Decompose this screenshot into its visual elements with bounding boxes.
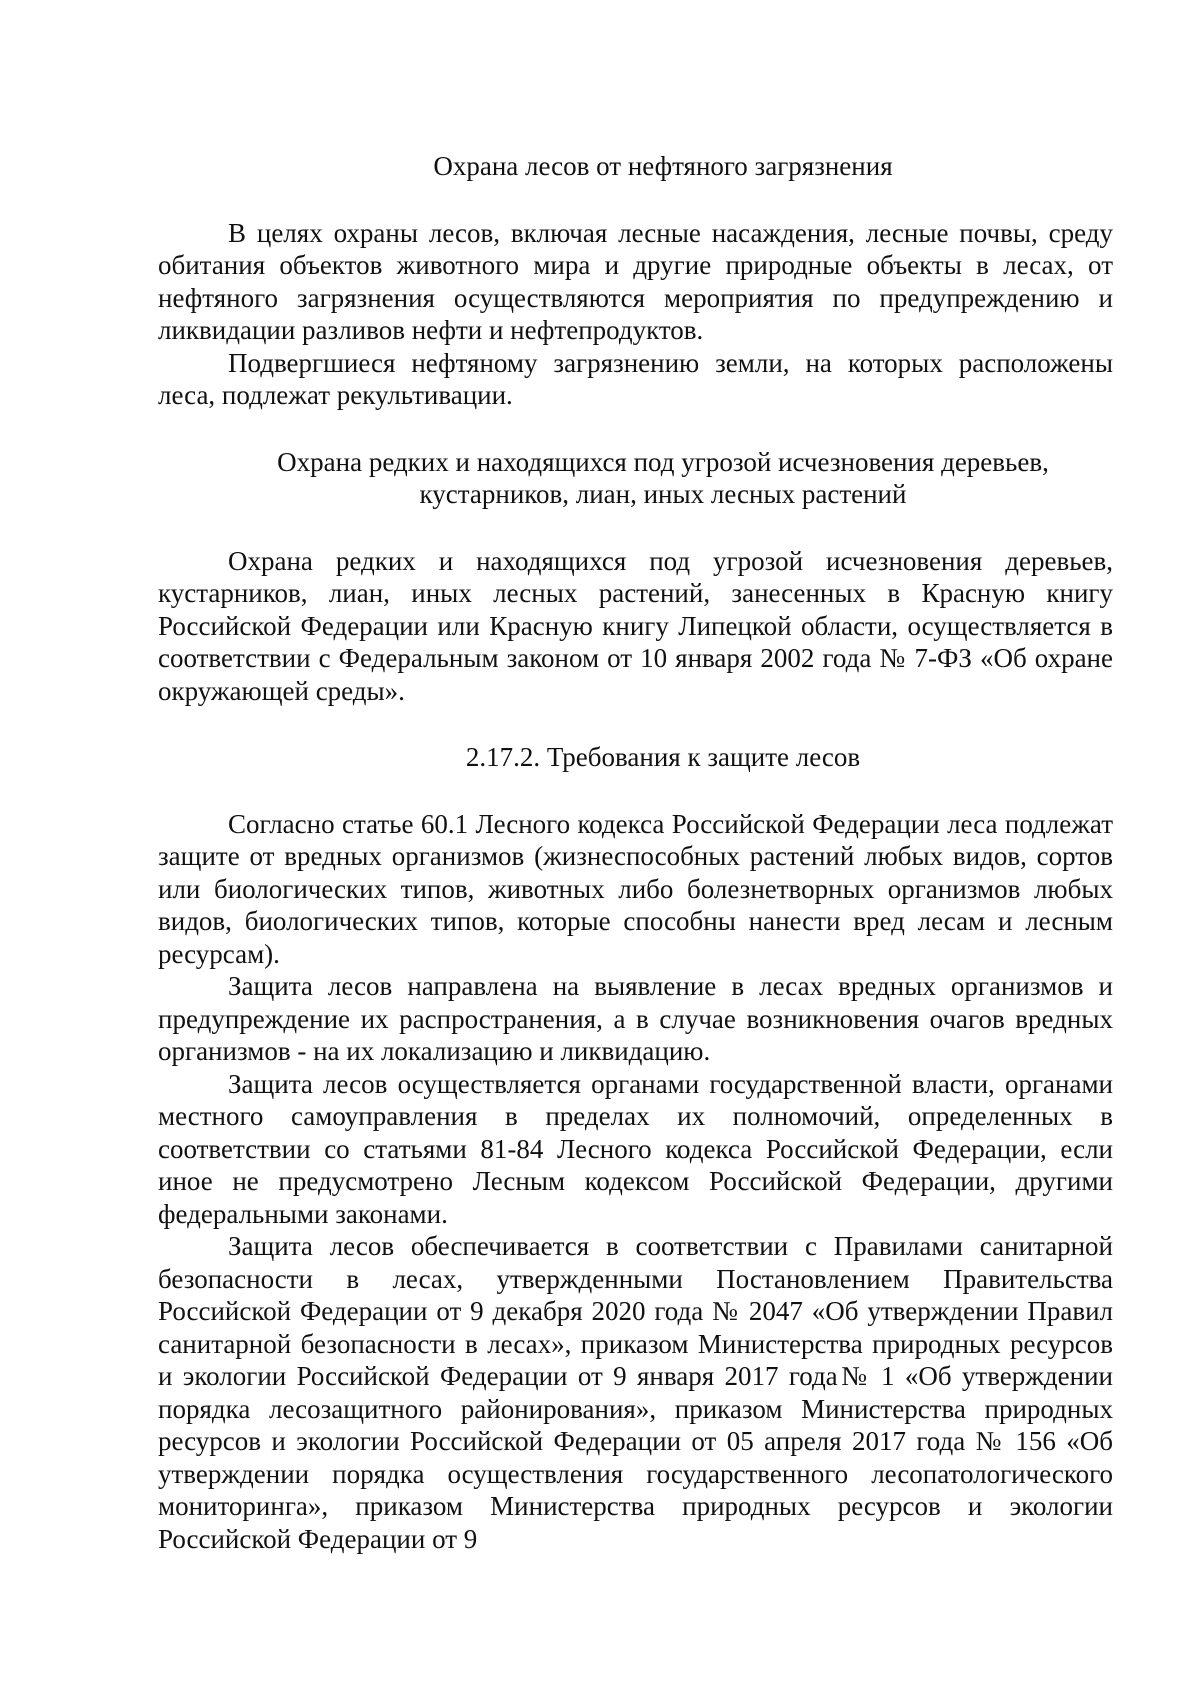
paragraph-protection-4: Защита лесов обеспечивается в соответствии с Правилами санитарной безопасности в лесах, утвержденными Постановлением Правительства Российской Федерации от 9 декабря 2020 года № 2047 «Об утверждении Правил санитарной безопасности в лесах», приказом Министерства природных ресурсов и экологии Российской Федерации от 9 января 2017 года№ 1 «Об утверждении порядка лесозащитного районирования», приказом Министерства природных ресурсов и экологии Российской Федерации от 05 апреля 2017 года № 156 «Об утверждении порядка осуществления государственного лесопатологического мониторинга», приказом Министерства природных ресурсов и экологии Российской Федерации от 9 (158, 1231, 1113, 1554)
document-body (158, 150, 1113, 1555)
paragraph-oil-1: В целях охраны лесов, включая лесные насаждения, лесные почвы, среду обитания объектов животного мира и другие природные объекты в лесах, от нефтяного загрязнения осуществляются мероприятия по предупреждению и ликвидации разливов нефти и нефтепродуктов. (158, 217, 1113, 345)
paragraph-protection-2: Защита лесов направлена на выявление в лесах вредных организмов и предупреждение их распространения, а в случае возникновения очагов вредных организмов - на их локализацию и ликвидацию. (158, 971, 1113, 1066)
heading-rare-plants-line-1: Охрана редких и находящихся под угрозой исчезновения деревьев, (277, 446, 1049, 477)
paragraph-protection-3: Защита лесов осуществляется органами государственной власти, органами местного самоуправления в пределах их полномочий, определенных в соответствии со статьями 81-84 Лесного кодекса Российской Федерации, если иное не предусмотрено Лесным кодексом Российской Федерации, другими федеральными законами. (158, 1068, 1113, 1229)
heading-rare-plants (213, 446, 1113, 511)
paragraph-protection-1: Согласно статье 60.1 Лесного кодекса Российской Федерации леса подлежат защите от вредных организмов (жизнеспособных растений любых видов, сортов или биологических типов, животных либо болезнетворных организмов любых видов, биологических типов, которые способны нанести вред лесам и лесным ресурсам). (158, 808, 1113, 969)
heading-rare-plants-line-2: кустарников, лиан, иных лесных растений (419, 479, 907, 509)
paragraph-oil-2: Подвергшиеся нефтяному загрязнению земли, на которых расположены леса, подлежат рекультивации. (158, 347, 1113, 410)
paragraph-rare-1: Охрана редких и находящихся под угрозой исчезновения деревьев, кустарников, лиан, иных лесных растений, занесенных в Красную книгу Российской Федерации или Красную книгу Липецкой области, осуществляется в соответствии с Федеральным законом от 10 января 2002 года № 7-ФЗ «Об охране окружающей среды». (158, 545, 1113, 706)
heading-oil-pollution: Охрана лесов от нефтяного загрязнения (433, 151, 893, 181)
heading-forest-protection: 2.17.2. Требования к защите лесов (465, 742, 861, 772)
